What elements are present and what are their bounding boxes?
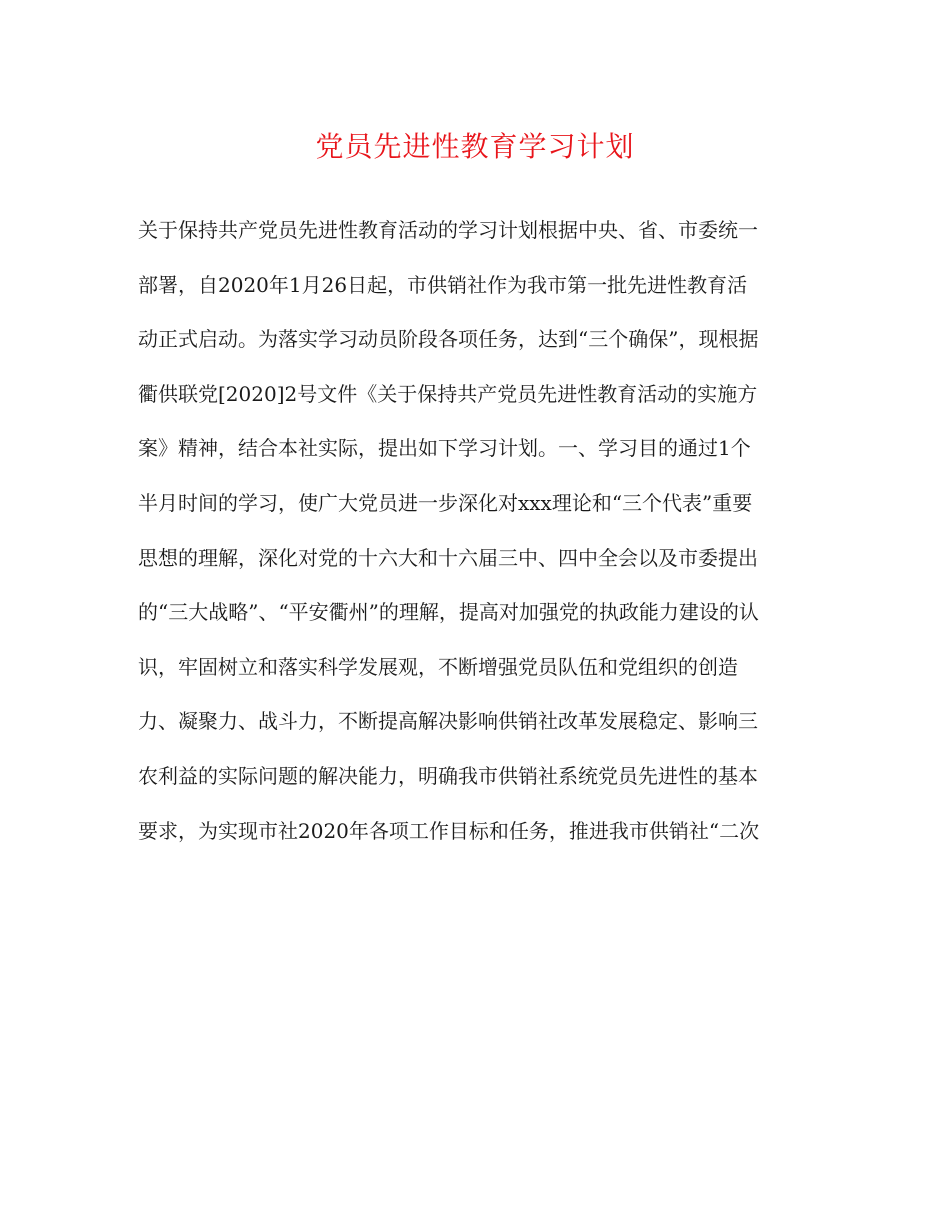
body-line: 的“三大战略”、“平安衢州”的理解，提高对加强党的执政能力建设的认 xyxy=(138,600,759,625)
body-line: 动正式启动。为落实学习动员阶段各项任务，达到“三个确保”，现根据 xyxy=(138,327,759,352)
document-body xyxy=(138,210,818,865)
body-line: 案》精神，结合本社实际，提出如下学习计划。一、学习目的通过1个 xyxy=(138,436,751,461)
body-line: 要求，为实现市社2020年各项工作目标和任务，推进我市供销社“二次 xyxy=(138,818,760,843)
body-line: 部署，自2020年1月26日起，市供销社作为我市第一批先进性教育活 xyxy=(138,272,748,297)
body-line: 识，牢固树立和落实科学发展观，不断增强党员队伍和党组织的创造 xyxy=(138,654,738,679)
body-line: 思想的理解，深化对党的十六大和十六届三中、四中全会以及市委提出 xyxy=(138,545,758,570)
body-line: 关于保持共产党员先进性教育活动的学习计划根据中央、省、市委统一 xyxy=(138,218,758,242)
body-line: 力、凝聚力、战斗力，不断提高解决影响供销社改革发展稳定、影响三 xyxy=(138,709,758,734)
body-line: 农利益的实际问题的解决能力，明确我市供销社系统党员先进性的基本 xyxy=(138,763,758,788)
body-line: 衢供联党[2020]2号文件《关于保持共产党员先进性教育活动的实施方 xyxy=(138,381,758,406)
document-title: 党员先进性教育学习计划 xyxy=(315,130,635,163)
body-line: 半月时间的学习，使广大党员进一步深化对xxx理论和“三个代表”重要 xyxy=(138,490,753,515)
